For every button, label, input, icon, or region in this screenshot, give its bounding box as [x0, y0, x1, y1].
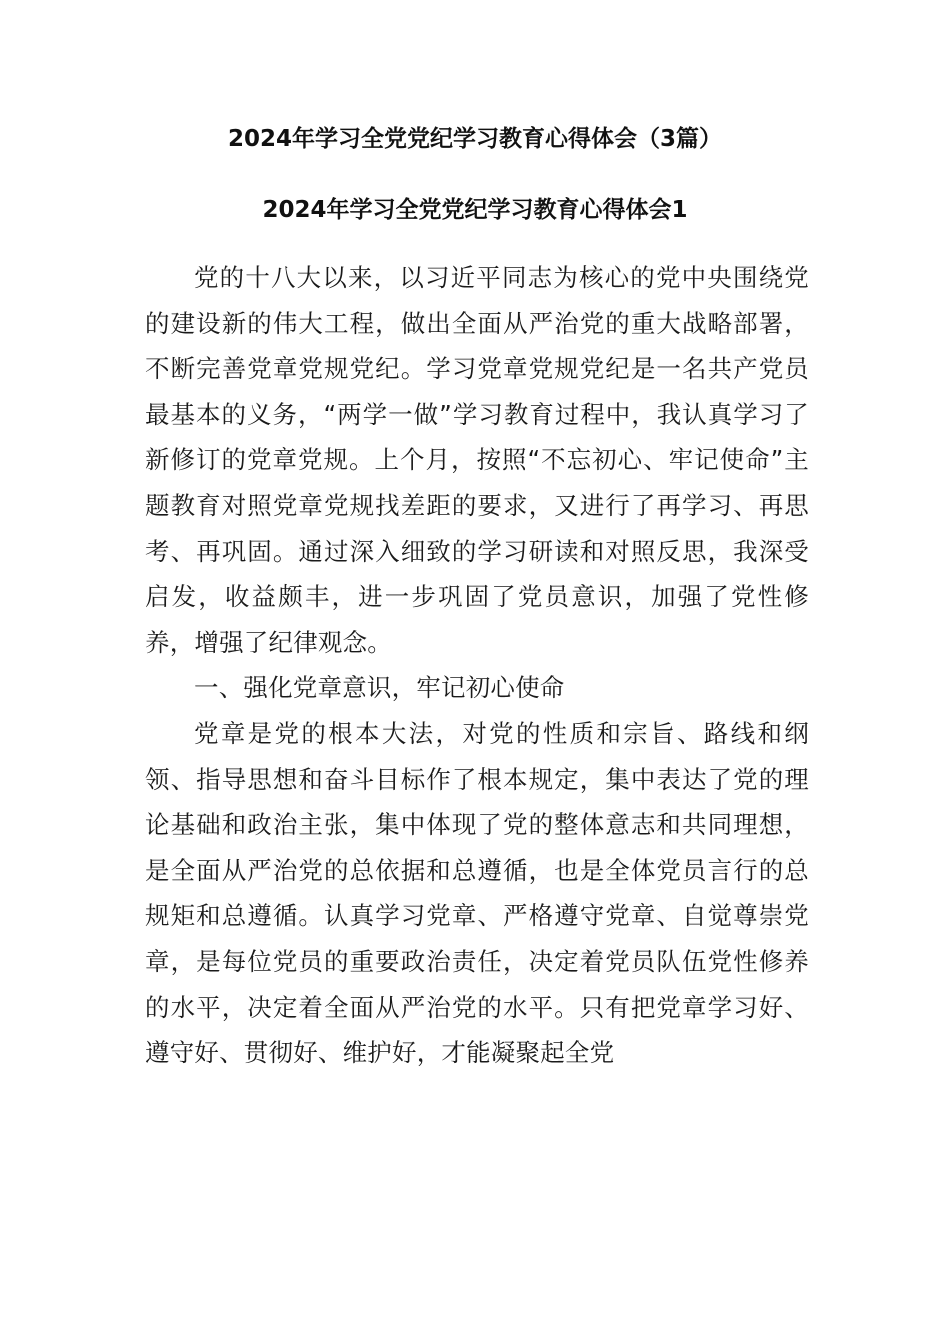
section-title: 2024年学习全党党纪学习教育心得体会1 — [262, 197, 688, 223]
document-body — [145, 255, 809, 1076]
paragraph-intro: 党的十八大以来，以习近平同志为核心的党中央围绕党的建设新的伟大工程，做出全面从严治党的重大战略部署，不断完善党章党规党纪。学习党章党规党纪是一名共产党员最基本的义务，“两学一做”学习教育过程中，我认真学习了新修订的党章党规。上个月，按照“不忘初心、牢记使命”主题教育对照党章党规找差距的要求，又进行了再学习、再思考、再巩固。通过深入细致的学习研读和对照反思，我深受启发，收益颇丰，进一步巩固了党员意识，加强了党性修养，增强了纪律观念。 — [145, 263, 809, 657]
paragraph-party-constitution: 党章是党的根本大法，对党的性质和宗旨、路线和纲领、指导思想和奋斗目标作了根本规定，集中表达了党的理论基础和政治主张，集中体现了党的整体意志和共同理想，是全面从严治党的总依据和总遵循，也是全体党员言行的总规矩和总遵循。认真学习党章、严格遵守党章、自觉尊崇党章，是每位党员的重要政治责任，决定着党员队伍党性修养的水平，决定着全面从严治党的水平。只有把党章学习好、遵守好、贯彻好、维护好，才能凝聚起全党 — [145, 718, 809, 1068]
section-heading: 一、强化党章意识，牢记初心使命 — [194, 673, 565, 703]
document-title: 2024年学习全党党纪学习教育心得体会（3篇） — [227, 126, 723, 152]
